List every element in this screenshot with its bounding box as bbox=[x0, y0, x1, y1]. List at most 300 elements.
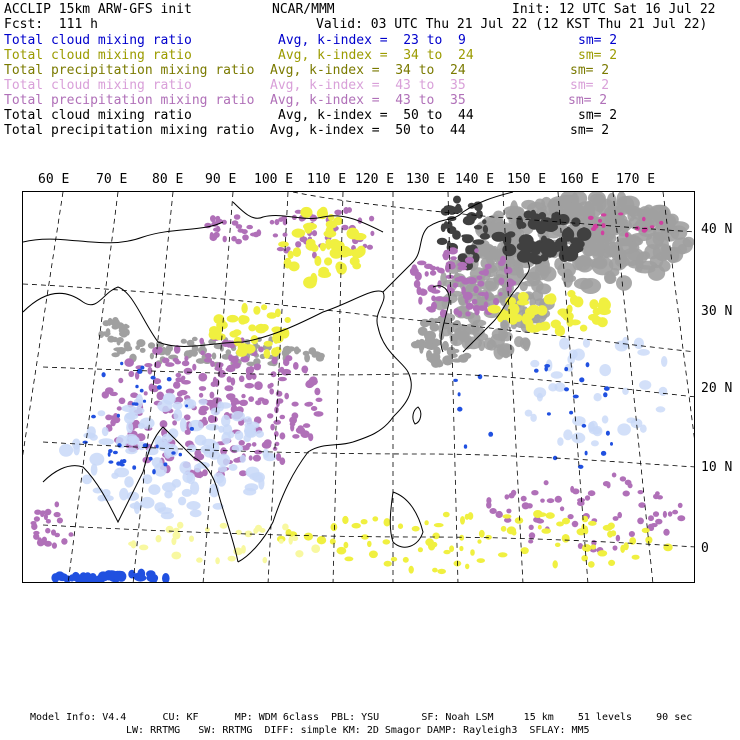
high-cloud-patch bbox=[205, 353, 212, 358]
low-cloud-core bbox=[604, 386, 610, 391]
low-cloud-core bbox=[152, 469, 156, 474]
high-cloud-patch bbox=[424, 264, 433, 269]
high-cloud-patch bbox=[601, 231, 605, 236]
high-cloud-patch bbox=[54, 533, 60, 538]
high-cloud-patch bbox=[124, 358, 134, 367]
upper-cloud-core bbox=[570, 243, 579, 249]
low-cloud-patch bbox=[184, 398, 194, 409]
upper-cloud-core bbox=[492, 232, 507, 242]
high-cloud-patch bbox=[314, 411, 324, 417]
mid-cloud-patch bbox=[546, 512, 555, 519]
high-cloud-patch bbox=[506, 285, 512, 294]
low-cloud-patch bbox=[173, 402, 183, 410]
upper-cloud-patch bbox=[104, 331, 110, 337]
low-cloud-core bbox=[185, 404, 188, 407]
mid-cloud-patch bbox=[607, 531, 613, 538]
mid-cloud-patch bbox=[233, 329, 242, 336]
mid-cloud-patch bbox=[582, 547, 591, 552]
mid-cloud-patch bbox=[521, 547, 529, 554]
high-cloud-patch bbox=[598, 219, 602, 223]
low-cloud-core bbox=[147, 574, 159, 582]
field-smoothing: sm= 2 bbox=[578, 33, 618, 48]
high-cloud-patch bbox=[477, 281, 484, 287]
high-cloud-patch bbox=[437, 280, 441, 288]
mid-cloud-patch bbox=[293, 247, 301, 257]
high-cloud-patch bbox=[200, 350, 205, 355]
field-smoothing: sm= 2 bbox=[578, 108, 618, 123]
upper-cloud-patch bbox=[117, 337, 124, 343]
upper-cloud-core bbox=[474, 225, 482, 230]
low-cloud-core bbox=[108, 449, 113, 453]
upper-cloud-core bbox=[565, 227, 571, 237]
high-cloud-patch bbox=[314, 388, 320, 395]
longitude-label: 170 E bbox=[616, 172, 656, 187]
low-cloud-core bbox=[120, 362, 123, 365]
high-cloud-patch bbox=[455, 277, 464, 282]
high-cloud-patch bbox=[182, 360, 190, 366]
upper-cloud-patch bbox=[434, 338, 440, 346]
high-cloud-patch bbox=[235, 239, 242, 245]
low-cloud-patch bbox=[639, 380, 651, 390]
high-cloud-patch bbox=[248, 396, 254, 402]
mid-cloud-patch bbox=[285, 317, 291, 323]
high-cloud-patch bbox=[160, 420, 168, 428]
longitude-label: 140 E bbox=[455, 172, 495, 187]
upper-cloud-core bbox=[522, 238, 535, 252]
mid-cloud-patch bbox=[330, 539, 336, 545]
low-cloud-patch bbox=[659, 387, 668, 396]
high-cloud-patch bbox=[278, 377, 287, 381]
low-cloud-patch bbox=[98, 410, 106, 416]
upper-cloud-patch bbox=[454, 320, 461, 327]
high-cloud-patch bbox=[435, 296, 444, 301]
high-cloud-patch bbox=[46, 519, 51, 524]
high-cloud-patch bbox=[430, 270, 436, 275]
mid-cloud-patch bbox=[320, 243, 326, 252]
low-cloud-core bbox=[116, 461, 121, 465]
title-left: ACCLIP 15km ARW-GFS init bbox=[4, 2, 192, 17]
high-cloud-patch bbox=[659, 221, 663, 225]
high-cloud-patch bbox=[272, 356, 278, 364]
coastline bbox=[390, 492, 423, 547]
upper-cloud-patch bbox=[580, 278, 601, 294]
mid-cloud-patch bbox=[432, 542, 437, 547]
high-cloud-patch bbox=[45, 528, 50, 534]
mid-cloud-patch bbox=[367, 541, 372, 547]
high-cloud-patch bbox=[231, 378, 236, 386]
mid-cloud-patch bbox=[236, 348, 247, 357]
upper-cloud-patch bbox=[644, 244, 660, 259]
mid-cloud-patch bbox=[177, 522, 183, 529]
high-cloud-patch bbox=[158, 347, 163, 353]
mid-cloud-patch bbox=[196, 557, 203, 562]
low-cloud-patch bbox=[591, 440, 599, 446]
high-cloud-patch bbox=[210, 232, 214, 239]
high-cloud-patch bbox=[278, 217, 283, 222]
high-cloud-patch bbox=[34, 516, 40, 521]
high-cloud-patch bbox=[496, 511, 503, 518]
mid-cloud-patch bbox=[424, 520, 428, 525]
high-cloud-patch bbox=[239, 440, 245, 446]
low-cloud-patch bbox=[157, 400, 172, 412]
high-cloud-patch bbox=[448, 263, 456, 270]
high-cloud-patch bbox=[612, 473, 617, 478]
mid-cloud-patch bbox=[209, 326, 219, 335]
high-cloud-patch bbox=[198, 410, 207, 415]
low-cloud-patch bbox=[131, 436, 140, 444]
high-cloud-patch bbox=[591, 227, 596, 231]
mid-cloud-patch bbox=[329, 239, 341, 250]
low-cloud-core bbox=[113, 451, 118, 454]
high-cloud-patch bbox=[37, 537, 42, 544]
high-cloud-patch bbox=[305, 381, 314, 388]
low-cloud-patch bbox=[589, 427, 602, 434]
high-cloud-patch bbox=[102, 391, 109, 398]
low-cloud-core bbox=[582, 424, 587, 428]
low-cloud-patch bbox=[221, 415, 230, 427]
mid-cloud-patch bbox=[597, 550, 607, 556]
low-cloud-patch bbox=[217, 454, 230, 467]
mid-cloud-patch bbox=[328, 214, 335, 221]
upper-cloud-patch bbox=[111, 352, 119, 357]
field-name: Total cloud mixing ratio bbox=[4, 108, 192, 123]
high-cloud-patch bbox=[638, 502, 645, 508]
high-cloud-patch bbox=[213, 232, 219, 238]
low-cloud-core bbox=[108, 460, 113, 463]
high-cloud-patch bbox=[292, 412, 299, 419]
high-cloud-patch bbox=[253, 455, 261, 462]
upper-cloud-patch bbox=[514, 261, 520, 268]
upper-cloud-core bbox=[539, 212, 547, 220]
high-cloud-patch bbox=[204, 358, 212, 363]
longitude-label: 80 E bbox=[152, 172, 184, 187]
high-cloud-patch bbox=[258, 346, 264, 352]
high-cloud-patch bbox=[304, 402, 312, 407]
high-cloud-patch bbox=[601, 213, 607, 216]
high-cloud-patch bbox=[412, 264, 418, 273]
longitude-label: 120 E bbox=[355, 172, 395, 187]
high-cloud-patch bbox=[505, 494, 510, 499]
longitude-label: 110 E bbox=[307, 172, 347, 187]
mid-cloud-patch bbox=[241, 545, 246, 554]
high-cloud-patch bbox=[613, 516, 619, 521]
mid-cloud-patch bbox=[214, 314, 225, 324]
upper-cloud-patch bbox=[416, 340, 420, 345]
upper-cloud-patch bbox=[304, 354, 310, 363]
mid-cloud-patch bbox=[300, 207, 312, 218]
mid-cloud-patch bbox=[409, 566, 414, 574]
high-cloud-patch bbox=[560, 506, 564, 511]
low-cloud-patch bbox=[91, 464, 98, 476]
high-cloud-patch bbox=[442, 252, 450, 258]
high-cloud-patch bbox=[110, 419, 116, 426]
upper-cloud-core bbox=[530, 255, 542, 265]
upper-cloud-patch bbox=[193, 351, 197, 357]
mid-cloud-patch bbox=[515, 517, 524, 524]
high-cloud-patch bbox=[638, 518, 643, 524]
upper-cloud-patch bbox=[499, 344, 514, 354]
high-cloud-patch bbox=[536, 519, 544, 524]
high-cloud-patch bbox=[648, 515, 654, 521]
low-cloud-patch bbox=[126, 422, 133, 434]
low-cloud-patch bbox=[246, 467, 260, 478]
low-cloud-patch bbox=[206, 424, 219, 431]
upper-cloud-core bbox=[543, 244, 552, 254]
high-cloud-patch bbox=[585, 495, 590, 500]
low-cloud-patch bbox=[152, 457, 163, 468]
high-cloud-patch bbox=[144, 363, 152, 367]
high-cloud-patch bbox=[522, 502, 530, 509]
low-cloud-patch bbox=[111, 473, 118, 479]
low-cloud-patch bbox=[231, 411, 245, 421]
high-cloud-patch bbox=[369, 216, 374, 222]
low-cloud-patch bbox=[148, 484, 160, 495]
upper-cloud-core bbox=[555, 238, 567, 249]
high-cloud-patch bbox=[54, 512, 61, 517]
upper-cloud-core bbox=[461, 234, 472, 238]
high-cloud-patch bbox=[172, 420, 177, 425]
low-cloud-core bbox=[586, 362, 590, 367]
mid-cloud-patch bbox=[538, 525, 542, 530]
high-cloud-patch bbox=[192, 364, 196, 371]
mid-cloud-patch bbox=[443, 550, 450, 554]
mid-cloud-patch bbox=[344, 542, 349, 549]
mid-cloud-patch bbox=[248, 324, 256, 331]
high-cloud-patch bbox=[253, 232, 260, 238]
mid-cloud-patch bbox=[259, 528, 265, 533]
high-cloud-patch bbox=[276, 391, 283, 397]
high-cloud-patch bbox=[199, 386, 206, 391]
valid-time: Valid: 03 UTC Thu 21 Jul 22 (12 KST Thu 21 Jul 22) bbox=[316, 17, 708, 32]
high-cloud-patch bbox=[269, 388, 274, 394]
mid-cloud-patch bbox=[539, 322, 551, 331]
high-cloud-patch bbox=[293, 362, 299, 370]
low-cloud-patch bbox=[129, 407, 144, 414]
mid-cloud-patch bbox=[261, 324, 269, 331]
mid-cloud-patch bbox=[139, 545, 148, 551]
high-cloud-patch bbox=[277, 247, 284, 251]
high-cloud-patch bbox=[425, 271, 429, 277]
mid-cloud-patch bbox=[279, 539, 284, 544]
upper-cloud-patch bbox=[584, 243, 594, 257]
high-cloud-patch bbox=[668, 511, 673, 516]
high-cloud-patch bbox=[465, 311, 471, 316]
mid-cloud-patch bbox=[533, 510, 542, 518]
low-cloud-core bbox=[157, 385, 162, 390]
mid-cloud-patch bbox=[459, 546, 463, 551]
high-cloud-patch bbox=[242, 234, 249, 240]
mid-cloud-patch bbox=[580, 325, 587, 332]
field-name: Total cloud mixing ratio bbox=[4, 78, 192, 93]
mid-cloud-patch bbox=[264, 341, 273, 347]
low-cloud-patch bbox=[161, 512, 174, 519]
high-cloud-patch bbox=[300, 430, 309, 438]
high-cloud-patch bbox=[210, 392, 215, 399]
upper-cloud-patch bbox=[125, 329, 130, 336]
upper-cloud-core bbox=[453, 196, 461, 204]
mid-cloud-patch bbox=[465, 514, 470, 520]
high-cloud-patch bbox=[544, 480, 549, 485]
high-cloud-patch bbox=[657, 495, 663, 499]
high-cloud-patch bbox=[254, 381, 263, 390]
longitude-line bbox=[23, 192, 63, 583]
low-cloud-core bbox=[478, 374, 483, 379]
low-cloud-patch bbox=[559, 338, 570, 350]
high-cloud-patch bbox=[642, 217, 646, 222]
mid-cloud-patch bbox=[304, 533, 313, 541]
low-cloud-patch bbox=[557, 437, 563, 446]
mid-cloud-patch bbox=[228, 556, 236, 562]
mid-cloud-patch bbox=[477, 539, 481, 543]
field-avg: Avg, k-index = 50 to 44 bbox=[278, 108, 474, 123]
mid-cloud-patch bbox=[437, 569, 446, 574]
title-center: NCAR/MMM bbox=[272, 2, 335, 17]
upper-cloud-core bbox=[571, 217, 580, 226]
high-cloud-patch bbox=[311, 406, 317, 411]
upper-cloud-patch bbox=[609, 242, 617, 256]
high-cloud-patch bbox=[110, 392, 118, 396]
mid-cloud-patch bbox=[588, 561, 595, 568]
mid-cloud-patch bbox=[503, 514, 512, 518]
high-cloud-patch bbox=[69, 532, 74, 537]
mid-cloud-patch bbox=[608, 560, 615, 566]
low-cloud-patch bbox=[217, 475, 226, 487]
high-cloud-patch bbox=[262, 441, 272, 449]
high-cloud-patch bbox=[486, 497, 491, 504]
high-cloud-patch bbox=[227, 365, 235, 372]
mid-cloud-patch bbox=[501, 526, 507, 532]
low-cloud-core bbox=[149, 457, 153, 461]
field-smoothing: sm= 2 bbox=[570, 78, 610, 93]
high-cloud-patch bbox=[228, 354, 233, 361]
mid-cloud-patch bbox=[555, 543, 561, 547]
latitude-label: 40 N bbox=[701, 222, 733, 237]
mid-cloud-patch bbox=[663, 544, 672, 552]
coastline bbox=[23, 222, 223, 243]
upper-cloud-patch bbox=[430, 323, 440, 332]
mid-cloud-patch bbox=[292, 229, 306, 238]
mid-cloud-patch bbox=[562, 518, 570, 525]
low-cloud-core bbox=[171, 451, 175, 455]
upper-cloud-core bbox=[466, 212, 477, 222]
high-cloud-patch bbox=[343, 207, 349, 214]
high-cloud-patch bbox=[280, 415, 286, 420]
low-cloud-core bbox=[117, 414, 120, 418]
mid-cloud-patch bbox=[477, 558, 485, 563]
mid-cloud-patch bbox=[512, 530, 517, 535]
high-cloud-patch bbox=[214, 366, 222, 371]
low-cloud-core bbox=[564, 387, 569, 391]
high-cloud-patch bbox=[33, 531, 39, 535]
mid-cloud-patch bbox=[267, 312, 277, 319]
low-cloud-patch bbox=[626, 417, 636, 423]
mid-cloud-patch bbox=[369, 551, 378, 559]
upper-cloud-patch bbox=[447, 327, 451, 335]
mid-cloud-patch bbox=[391, 557, 397, 562]
high-cloud-patch bbox=[529, 525, 534, 530]
high-cloud-patch bbox=[484, 291, 488, 300]
low-cloud-core bbox=[544, 366, 548, 371]
low-cloud-patch bbox=[136, 394, 143, 408]
high-cloud-patch bbox=[280, 432, 286, 439]
upper-cloud-patch bbox=[420, 319, 430, 327]
upper-cloud-patch bbox=[450, 353, 458, 358]
high-cloud-patch bbox=[262, 399, 269, 405]
mid-cloud-patch bbox=[459, 535, 464, 541]
mid-cloud-patch bbox=[331, 523, 338, 531]
high-cloud-patch bbox=[292, 434, 299, 439]
mid-cloud-patch bbox=[479, 530, 485, 538]
mid-cloud-patch bbox=[434, 523, 444, 527]
high-cloud-patch bbox=[625, 480, 632, 486]
high-cloud-patch bbox=[426, 306, 436, 311]
low-cloud-patch bbox=[180, 418, 187, 432]
mid-cloud-patch bbox=[319, 207, 327, 215]
high-cloud-patch bbox=[119, 398, 126, 405]
upper-cloud-patch bbox=[135, 345, 140, 350]
mid-cloud-patch bbox=[488, 305, 501, 314]
mid-cloud-patch bbox=[384, 518, 391, 526]
cloud-field-layer bbox=[31, 192, 695, 583]
mid-cloud-patch bbox=[171, 552, 181, 560]
high-cloud-patch bbox=[465, 257, 474, 264]
low-cloud-patch bbox=[182, 489, 192, 497]
low-cloud-core bbox=[89, 573, 97, 583]
high-cloud-patch bbox=[505, 267, 513, 274]
high-cloud-patch bbox=[246, 225, 253, 229]
high-cloud-patch bbox=[267, 413, 273, 418]
high-cloud-patch bbox=[474, 248, 479, 253]
low-cloud-core bbox=[69, 574, 75, 581]
upper-cloud-core bbox=[580, 227, 588, 241]
high-cloud-patch bbox=[529, 532, 535, 539]
high-cloud-patch bbox=[461, 286, 466, 295]
low-cloud-patch bbox=[572, 433, 586, 444]
low-cloud-core bbox=[585, 451, 588, 456]
upper-cloud-patch bbox=[522, 272, 539, 280]
upper-cloud-core bbox=[480, 233, 490, 240]
upper-cloud-patch bbox=[661, 238, 669, 252]
high-cloud-patch bbox=[117, 406, 122, 410]
field-avg: Avg, k-index = 43 to 35 bbox=[270, 78, 466, 93]
high-cloud-patch bbox=[334, 210, 342, 215]
init-time: Init: 12 UTC Sat 16 Jul 22 bbox=[512, 2, 716, 17]
high-cloud-patch bbox=[181, 380, 191, 385]
mid-cloud-patch bbox=[418, 547, 423, 552]
latitude-label: 30 N bbox=[701, 304, 733, 319]
mid-cloud-patch bbox=[449, 545, 454, 552]
high-cloud-patch bbox=[588, 216, 594, 220]
low-cloud-core bbox=[547, 412, 551, 415]
mid-cloud-patch bbox=[555, 327, 565, 336]
mid-cloud-patch bbox=[383, 539, 391, 544]
field-smoothing: sm= 2 bbox=[578, 48, 618, 63]
low-cloud-patch bbox=[90, 434, 98, 441]
high-cloud-patch bbox=[234, 214, 241, 220]
mid-cloud-patch bbox=[551, 320, 561, 329]
mid-cloud-patch bbox=[241, 303, 247, 314]
high-cloud-patch bbox=[254, 364, 261, 370]
low-cloud-core bbox=[156, 445, 159, 449]
high-cloud-patch bbox=[663, 511, 667, 518]
low-cloud-core bbox=[134, 402, 139, 405]
field-name: Total precipitation mixing ratio bbox=[4, 63, 255, 78]
low-cloud-patch bbox=[154, 502, 166, 512]
mid-cloud-patch bbox=[398, 523, 403, 529]
upper-cloud-patch bbox=[563, 269, 574, 288]
high-cloud-patch bbox=[173, 381, 180, 388]
upper-cloud-patch bbox=[125, 346, 131, 351]
